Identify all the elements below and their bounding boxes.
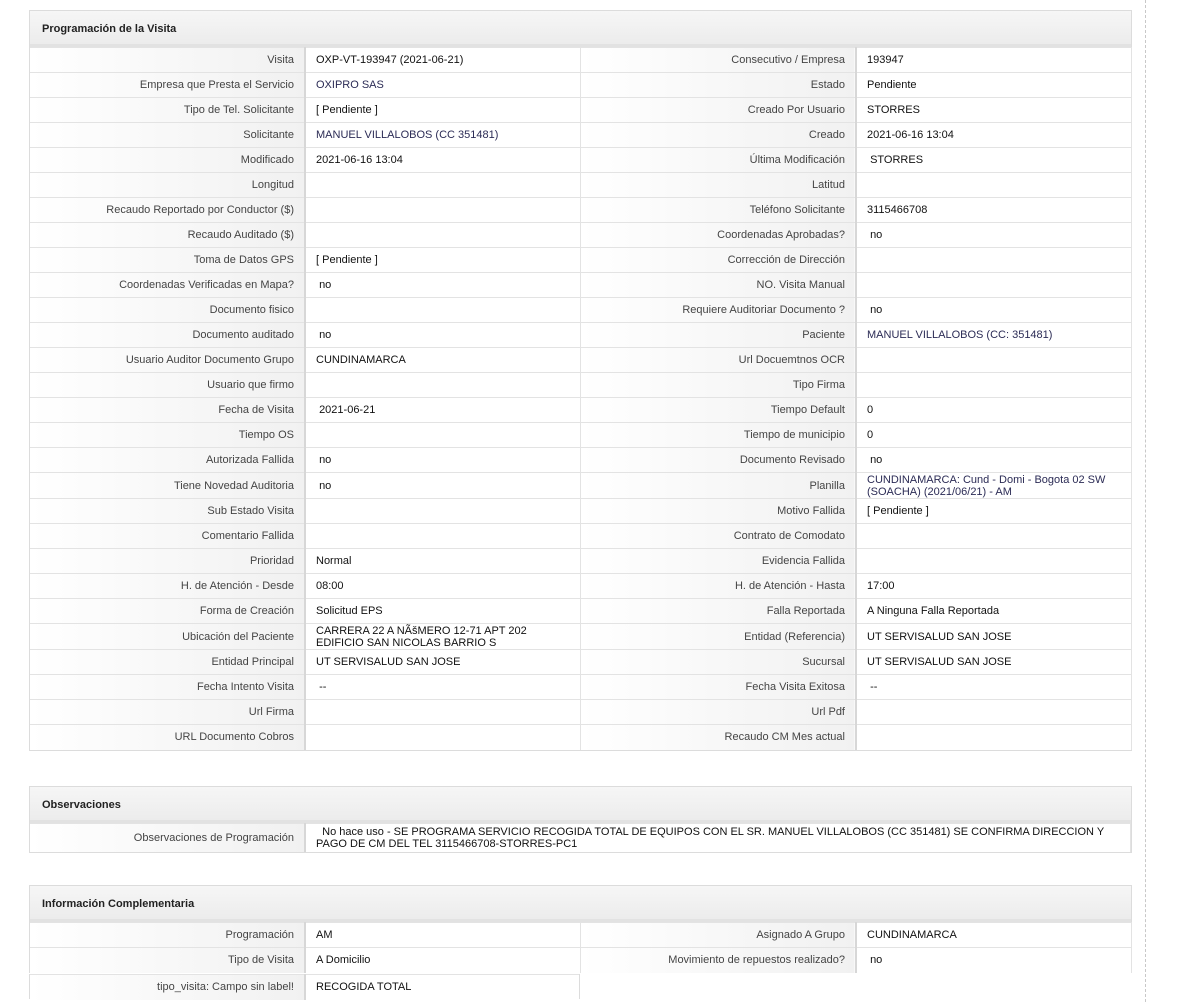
- field-value: no: [305, 473, 580, 499]
- field-value: [305, 423, 580, 448]
- field-value: 2021-06-21: [305, 398, 580, 423]
- field-value: 2021-06-16 13:04: [856, 123, 1131, 148]
- field-label: Última Modificación: [580, 148, 856, 173]
- field-value: Normal: [305, 549, 580, 574]
- field-label: Movimiento de repuestos realizado?: [580, 948, 856, 973]
- field-value: OXP-VT-193947 (2021-06-21): [305, 48, 580, 73]
- table-row: [30, 448, 1131, 473]
- field-label: URL Documento Cobros: [30, 725, 305, 750]
- table-row: [30, 725, 1131, 750]
- field-value: [ Pendiente ]: [305, 98, 580, 123]
- field-label: Tipo Firma: [580, 373, 856, 398]
- table-row: [30, 975, 579, 1000]
- table-row: [30, 198, 1131, 223]
- field-label: NO. Visita Manual: [580, 273, 856, 298]
- field-label: Recaudo CM Mes actual: [580, 725, 856, 750]
- table-row: [30, 248, 1131, 273]
- observaciones-title: Observaciones: [30, 787, 1131, 823]
- field-value: [ Pendiente ]: [305, 248, 580, 273]
- field-value: 0: [856, 398, 1131, 423]
- field-value: [305, 373, 580, 398]
- field-value: OXIPRO SAS: [305, 73, 580, 98]
- field-label: Url Firma: [30, 700, 305, 725]
- field-value: 193947: [856, 48, 1131, 73]
- table-row: [30, 148, 1131, 173]
- field-value: 2021-06-16 13:04: [305, 148, 580, 173]
- field-value: [305, 298, 580, 323]
- field-label: Paciente: [580, 323, 856, 348]
- field-value: no: [856, 298, 1131, 323]
- field-value: no: [305, 323, 580, 348]
- field-value: MANUEL VILLALOBOS (CC 351481): [305, 123, 580, 148]
- table-row: [30, 323, 1131, 348]
- table-row: [30, 499, 1131, 524]
- field-value: A Domicilio: [305, 948, 580, 973]
- field-value: STORRES: [856, 148, 1131, 173]
- field-value: UT SERVISALUD SAN JOSE: [305, 650, 580, 675]
- table-row: [30, 700, 1131, 725]
- field-value: A Ninguna Falla Reportada: [856, 599, 1131, 624]
- field-label: Usuario que firmo: [30, 373, 305, 398]
- table-row: [30, 123, 1131, 148]
- table-row: [30, 524, 1131, 549]
- field-value: --: [305, 675, 580, 700]
- table-row: [30, 98, 1131, 123]
- table-row: [30, 348, 1131, 373]
- field-value: 17:00: [856, 574, 1131, 599]
- complementaria-table: [30, 922, 1132, 973]
- field-value: STORRES: [856, 98, 1131, 123]
- field-label: Corrección de Dirección: [580, 248, 856, 273]
- field-label: Tiempo Default: [580, 398, 856, 423]
- observaciones-panel: [29, 786, 1132, 853]
- field-label: Modificado: [30, 148, 305, 173]
- field-value: [856, 373, 1131, 398]
- table-row: [30, 173, 1131, 198]
- field-value: no: [305, 273, 580, 298]
- field-value: UT SERVISALUD SAN JOSE: [856, 624, 1131, 650]
- field-value: [856, 248, 1131, 273]
- field-label: Tiempo OS: [30, 423, 305, 448]
- table-row: [30, 824, 1131, 852]
- field-label: Solicitante: [30, 123, 305, 148]
- field-value: [305, 223, 580, 248]
- field-label: Consecutivo / Empresa: [580, 48, 856, 73]
- field-label: H. de Atención - Hasta: [580, 574, 856, 599]
- table-row: [30, 223, 1131, 248]
- field-label: Autorizada Fallida: [30, 448, 305, 473]
- field-value: --: [856, 675, 1131, 700]
- field-value: CARRERA 22 A NÃšMERO 12-71 APT 202 EDIFICIO SAN NICOLAS BARRIO S: [305, 624, 580, 650]
- table-row: [30, 373, 1131, 398]
- field-value: [305, 499, 580, 524]
- field-value: UT SERVISALUD SAN JOSE: [856, 650, 1131, 675]
- field-value: no: [856, 448, 1131, 473]
- field-value: [305, 524, 580, 549]
- field-label: Coordenadas Aprobadas?: [580, 223, 856, 248]
- field-value: RECOGIDA TOTAL: [305, 975, 579, 1000]
- field-label: Longitud: [30, 173, 305, 198]
- field-label: Tipo de Visita: [30, 948, 305, 973]
- field-value: [856, 549, 1131, 574]
- field-label: tipo_visita: Campo sin label!: [30, 975, 305, 1000]
- table-row: [30, 398, 1131, 423]
- table-row: [30, 574, 1131, 599]
- field-value: no: [856, 948, 1131, 973]
- field-label: Empresa que Presta el Servicio: [30, 73, 305, 98]
- table-row: [30, 48, 1131, 73]
- field-label: Fecha de Visita: [30, 398, 305, 423]
- field-value: [305, 173, 580, 198]
- field-label: Entidad Principal: [30, 650, 305, 675]
- field-label: Sub Estado Visita: [30, 499, 305, 524]
- field-label: Creado Por Usuario: [580, 98, 856, 123]
- complementaria-title: Información Complementaria: [30, 886, 1131, 922]
- field-label: Motivo Fallida: [580, 499, 856, 524]
- field-label: Prioridad: [30, 549, 305, 574]
- field-label: Tiempo de municipio: [580, 423, 856, 448]
- field-label: Entidad (Referencia): [580, 624, 856, 650]
- page-right-border: [1145, 0, 1146, 1002]
- table-row: [30, 73, 1131, 98]
- field-value: [856, 173, 1131, 198]
- field-label: Teléfono Solicitante: [580, 198, 856, 223]
- field-label: Coordenadas Verificadas en Mapa?: [30, 273, 305, 298]
- field-label: Fecha Visita Exitosa: [580, 675, 856, 700]
- field-value: no: [305, 448, 580, 473]
- field-label: Url Docuemtnos OCR: [580, 348, 856, 373]
- field-value: CUNDINAMARCA: [856, 923, 1131, 948]
- field-label: Falla Reportada: [580, 599, 856, 624]
- table-row: [30, 273, 1131, 298]
- observaciones-label: Observaciones de Programación: [30, 824, 305, 852]
- field-label: Latitud: [580, 173, 856, 198]
- field-label: Programación: [30, 923, 305, 948]
- field-value: MANUEL VILLALOBOS (CC: 351481): [856, 323, 1131, 348]
- field-label: Forma de Creación: [30, 599, 305, 624]
- field-value: 08:00: [305, 574, 580, 599]
- field-label: Asignado A Grupo: [580, 923, 856, 948]
- field-label: Usuario Auditor Documento Grupo: [30, 348, 305, 373]
- field-value: 0: [856, 423, 1131, 448]
- field-value: [856, 725, 1131, 750]
- table-row: [30, 473, 1131, 499]
- field-label: Url Pdf: [580, 700, 856, 725]
- field-label: Contrato de Comodato: [580, 524, 856, 549]
- field-label: Creado: [580, 123, 856, 148]
- field-value: [305, 725, 580, 750]
- field-value: [856, 273, 1131, 298]
- field-label: Estado: [580, 73, 856, 98]
- programacion-table: [30, 47, 1132, 750]
- table-row: [30, 948, 1131, 973]
- field-value: CUNDINAMARCA: Cund - Domi - Bogota 02 SW (SOACHA) (2021/06/21) - AM: [856, 473, 1131, 499]
- field-value: Solicitud EPS: [305, 599, 580, 624]
- field-label: Tiene Novedad Auditoria: [30, 473, 305, 499]
- field-label: Documento fisico: [30, 298, 305, 323]
- field-value: AM: [305, 923, 580, 948]
- table-row: [30, 549, 1131, 574]
- programacion-title: Programación de la Visita: [30, 11, 1131, 47]
- field-value: [856, 700, 1131, 725]
- field-value: [305, 198, 580, 223]
- field-label: Documento auditado: [30, 323, 305, 348]
- field-label: Planilla: [580, 473, 856, 499]
- observaciones-value: No hace uso - SE PROGRAMA SERVICIO RECOGIDA TOTAL DE EQUIPOS CON EL SR. MANUEL VILLALOBOS (CC 351481) SE CONFIRMA DIRECCION Y PAGO DE CM DEL TEL 3115466708-STORRES-PC1: [305, 824, 1131, 852]
- field-value: CUNDINAMARCA: [305, 348, 580, 373]
- field-value: [305, 700, 580, 725]
- field-label: Recaudo Reportado por Conductor ($): [30, 198, 305, 223]
- field-label: Visita: [30, 48, 305, 73]
- field-label: Sucursal: [580, 650, 856, 675]
- field-label: Tipo de Tel. Solicitante: [30, 98, 305, 123]
- field-value: [856, 348, 1131, 373]
- table-row: [30, 423, 1131, 448]
- table-row: [30, 650, 1131, 675]
- complementaria-panel: [29, 885, 1132, 973]
- field-value: [856, 524, 1131, 549]
- field-value: 3115466708: [856, 198, 1131, 223]
- field-value: [ Pendiente ]: [856, 499, 1131, 524]
- field-label: Fecha Intento Visita: [30, 675, 305, 700]
- field-label: Recaudo Auditado ($): [30, 223, 305, 248]
- table-row: [30, 599, 1131, 624]
- table-row: [30, 624, 1131, 650]
- field-label: H. de Atención - Desde: [30, 574, 305, 599]
- field-label: Comentario Fallida: [30, 524, 305, 549]
- programacion-panel: [29, 10, 1132, 751]
- field-label: Toma de Datos GPS: [30, 248, 305, 273]
- complementaria-last-row: [29, 974, 580, 999]
- table-row: [30, 675, 1131, 700]
- table-row: [30, 923, 1131, 948]
- field-value: Pendiente: [856, 73, 1131, 98]
- field-label: Requiere Auditoriar Documento ?: [580, 298, 856, 323]
- field-label: Ubicación del Paciente: [30, 624, 305, 650]
- observaciones-table: [30, 823, 1131, 852]
- field-label: Evidencia Fallida: [580, 549, 856, 574]
- table-row: [30, 298, 1131, 323]
- field-value: no: [856, 223, 1131, 248]
- field-label: Documento Revisado: [580, 448, 856, 473]
